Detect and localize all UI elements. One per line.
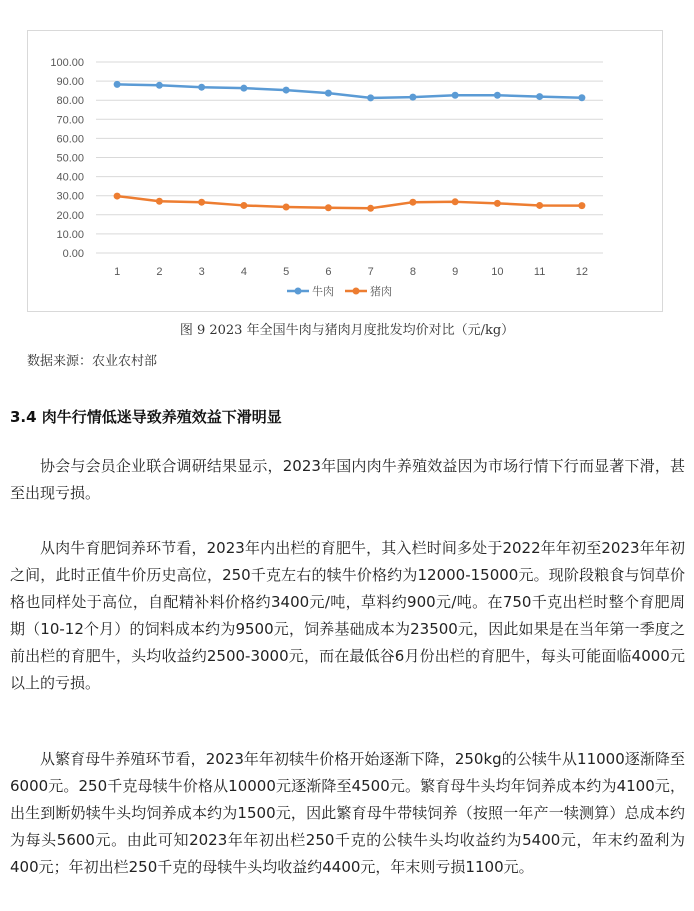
data-point	[283, 203, 290, 210]
data-point	[536, 202, 543, 209]
x-tick-label: 12	[575, 266, 588, 278]
data-point	[198, 84, 205, 91]
paragraph-survey-summary: 协会与会员企业联合调研结果显示，2023年国内肉牛养殖效益因为市场行情下行而显著下滑，甚至出现亏损。	[10, 457, 685, 502]
y-tick-label: 50.00	[56, 152, 84, 165]
y-tick-label: 0.00	[62, 248, 84, 260]
y-tick-label: 80.00	[56, 95, 84, 108]
y-tick-label: 70.00	[56, 114, 84, 127]
series-line-beef	[117, 84, 582, 98]
x-tick-label: 1	[114, 266, 121, 278]
data-point	[283, 87, 290, 94]
y-tick-label: 60.00	[56, 133, 84, 146]
y-tick-label: 10.00	[56, 228, 84, 241]
x-tick-label: 8	[409, 266, 416, 278]
section-heading: 3.4 肉牛行情低迷导致养殖效益下滑明显	[10, 408, 282, 426]
paragraph-breeding-stage: 从繁育母牛养殖环节看，2023年年初犊牛价格开始逐渐下降，250kg的公犊牛从11000逐渐降至6000元。250千克母犊牛价格从10000元逐渐降至4500元。繁育母牛头均年饲养成本约为4100元，出生到断奶犊牛头均饲养成本约为1500元，因此繁育母牛带犊饲养（按照一年产一犊测算）总成本约为每头5600元。由此可知2023年年初出栏250千克的公犊牛头均收益约为5400元，年末约盈利为400元；年初出栏250千克的母犊牛头均收益约4400元，年末则亏损1100元。	[10, 750, 685, 876]
legend-swatch-marker	[353, 288, 360, 295]
data-point	[325, 204, 332, 211]
data-point	[198, 199, 205, 206]
x-axis-ticks	[114, 266, 588, 278]
data-point	[156, 198, 163, 205]
data-point	[114, 193, 121, 200]
paragraph-fattening-stage: 从肉牛育肥饲养环节看，2023年内出栏的育肥牛，其入栏时间多处于2022年年初至2023年年初之间，此时正值牛价历史高位，250千克左右的犊牛价格约为12000-15000元。现阶段粮食与饲草价格也同样处于高位，自配精补料价格约3400元/吨，草料约900元/吨。在750千克出栏时整个育肥周期（10-12个月）的饲料成本约为9500元，饲养基础成本为23500元，因此如果是在当年第一季度之前出栏的育肥牛，头均收益约2500-3000元，而在最低谷6月份出栏的育肥牛，每头可能面临4000元以上的亏损。	[10, 539, 685, 692]
data-point	[325, 90, 332, 97]
data-point	[452, 92, 459, 99]
data-point	[578, 94, 585, 101]
data-point	[367, 94, 374, 101]
data-source: 数据来源：农业农村部	[27, 354, 158, 369]
data-point	[409, 94, 416, 101]
data-point	[156, 82, 163, 89]
chart-svg	[28, 31, 662, 311]
figure-caption: 图 9 2023 年全国牛肉与猪肉月度批发均价对比（元/kg）	[179, 323, 515, 338]
data-point	[494, 200, 501, 207]
data-point	[452, 198, 459, 205]
y-axis-ticks	[50, 57, 84, 260]
data-point	[367, 205, 374, 212]
legend-label: 牛肉	[312, 285, 334, 298]
x-tick-label: 4	[240, 266, 247, 278]
legend-label: 猪肉	[370, 285, 392, 298]
y-tick-label: 20.00	[56, 209, 84, 222]
y-tick-label: 100.00	[50, 57, 84, 69]
y-tick-label: 30.00	[56, 190, 84, 203]
x-tick-label: 5	[283, 266, 290, 278]
data-point	[409, 199, 416, 206]
line-chart	[27, 30, 663, 312]
x-tick-label: 7	[367, 266, 374, 278]
x-tick-label: 6	[325, 266, 332, 278]
data-point	[240, 85, 247, 92]
chart-gridlines	[96, 62, 603, 253]
data-point	[536, 93, 543, 100]
chart-legend	[287, 284, 392, 298]
legend-swatch-marker	[295, 288, 302, 295]
data-point	[578, 202, 585, 209]
y-tick-label: 40.00	[56, 171, 84, 184]
y-tick-label: 90.00	[56, 76, 84, 89]
data-point	[494, 92, 501, 99]
data-point	[114, 81, 121, 88]
x-tick-label: 11	[533, 266, 546, 278]
series-line-pork	[117, 196, 582, 208]
data-point	[240, 202, 247, 209]
x-tick-label: 3	[198, 266, 205, 278]
x-tick-label: 2	[156, 266, 163, 278]
x-tick-label: 10	[491, 266, 504, 278]
x-tick-label: 9	[452, 266, 459, 278]
